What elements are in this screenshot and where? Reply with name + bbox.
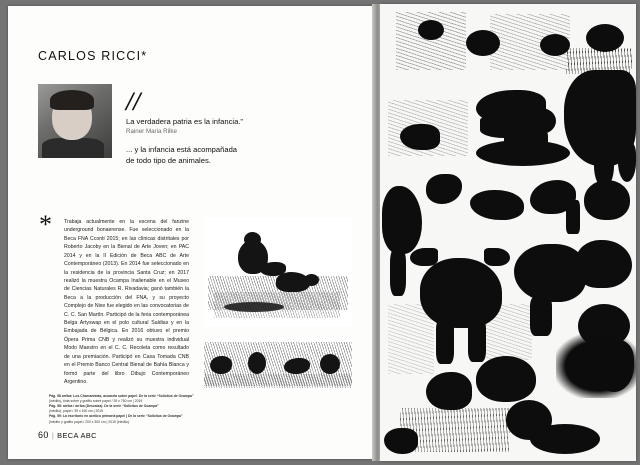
ink-figure-right-edge [576, 240, 632, 288]
portrait-torso [42, 138, 104, 158]
ink-figure-head [244, 232, 261, 247]
ink-horse-leg [566, 200, 580, 234]
figure-caption [49, 394, 201, 425]
quote-text: La verdadera patria es la infancia.” [126, 117, 243, 127]
caption-line-5: Pág. 59: La escritorio en acrílico primaria papel | De la serie “Solicitus de Ocampa” [49, 414, 183, 419]
biography-text: Trabaja actualmente en la escena del fanzine underground bonaerense. Fue seleccionado en la Beca FNA Cconti 2015; en las clínicas distritales por Roberto Jacoby en la Bienal de Arte Joven; en PAC 2014 y en la II Edición de Beca ABC de Arte Contemporáneo (2013). En 2014 fue seleccionado en la residencia de la provincia Santa Cruz; en 2017 realizó la muestra Ocampa Inalienable en el Museo de Ciencias Naturales R. Rivadavia; ganó también la Beca a la producción del FNA, y su proyecto Complejo de Nixe fue elegido en las convocatorias de C. C. San Martín. Participó de la feria contemporánea Belga Artyswap en el polo cultural Saldias y en la Embajada de Bélgica. En 2016 obtuvo el premio Ópera Prima CNB y realizó su muestra individual Modo Maestro en el C. C. Recoleta como resultado de una premiación. Participó en Casa Tomada CNB en el Premio Banco Central Bienal de Bahía Blanca y formó parte del libro Dibujo Contemporáneo Argentino. [64, 219, 189, 386]
portrait-hair [50, 90, 94, 110]
ink-horn-right [484, 248, 510, 266]
ground-shadow [224, 302, 284, 312]
caption-line-2: (inédito), tinta sobre y grafito sobre papel / 39 x 750 cm | 2019 [49, 399, 143, 404]
artwork-canvas [380, 4, 636, 461]
strip-figure-2 [248, 352, 266, 374]
wash-bottom-left [388, 304, 434, 374]
ink-creature-leg-2 [618, 142, 636, 182]
wash-bottom-center [472, 304, 532, 360]
smear-bottom-right [556, 334, 636, 398]
ink-figure-bottom-2 [426, 372, 472, 410]
pull-quote [126, 87, 266, 135]
quote-mark: // [126, 87, 141, 116]
illustration-landscape-strip [204, 338, 352, 390]
wash-top-left [396, 12, 466, 70]
ink-animal-head [304, 274, 319, 286]
caption-line-4: (inédito), papel / 39 x 150 cm | 2015 [49, 409, 104, 414]
ink-figure-mid-2 [470, 190, 524, 220]
wash-mid-left [388, 100, 468, 156]
strip-ground [204, 374, 352, 388]
ink-figure-right-leg [530, 296, 552, 336]
folio-number: 60 [38, 430, 49, 440]
folio-label: BECA ABC [57, 431, 97, 440]
ink-figure-bottom-4 [530, 424, 600, 454]
caption-line-6: (inédito y grafito papel / 200 x 300 cm | 2019 (inédito). [49, 419, 130, 424]
page-title: CARLOS RICCI* [38, 49, 148, 63]
asterisk-marker: * [39, 210, 52, 239]
folio-separator: | [51, 431, 55, 440]
ink-figure-mid-3 [584, 180, 630, 220]
caption-line-3: Pág. 58: arriba / arriba (Descalza). De la serie “Solicitus de Ocampa” [49, 404, 159, 409]
caption-line-1: Pág. 58 arriba: Los Chamanistas, acuarela sobre papel. De la serie “Solicitus de Ocampa” [49, 394, 194, 398]
strip-figure-1 [210, 356, 232, 374]
right-page [380, 4, 636, 461]
illustration-figure-with-animal [204, 218, 352, 326]
avatar [38, 84, 112, 158]
ink-figure-right-lower [514, 244, 586, 302]
quote-attribution: Rainer Maria Rilke [126, 127, 177, 135]
ink-figure-bottom-left [384, 428, 418, 454]
ink-figure-mid-1 [426, 174, 462, 204]
ink-horn-left [410, 248, 438, 266]
ink-figure-left-tall [382, 186, 422, 254]
page-folio [38, 430, 97, 440]
ink-figure-bottom-1 [476, 356, 536, 402]
ink-horned-figure-leg-1 [436, 318, 454, 364]
left-page [8, 6, 376, 459]
ink-figure-left-leg [390, 248, 406, 296]
subtitle: ... y la infancia está acompañada de todo tipo de animales. [126, 145, 238, 165]
ink-hat-crown [504, 124, 548, 150]
strip-figure-4 [320, 354, 340, 374]
